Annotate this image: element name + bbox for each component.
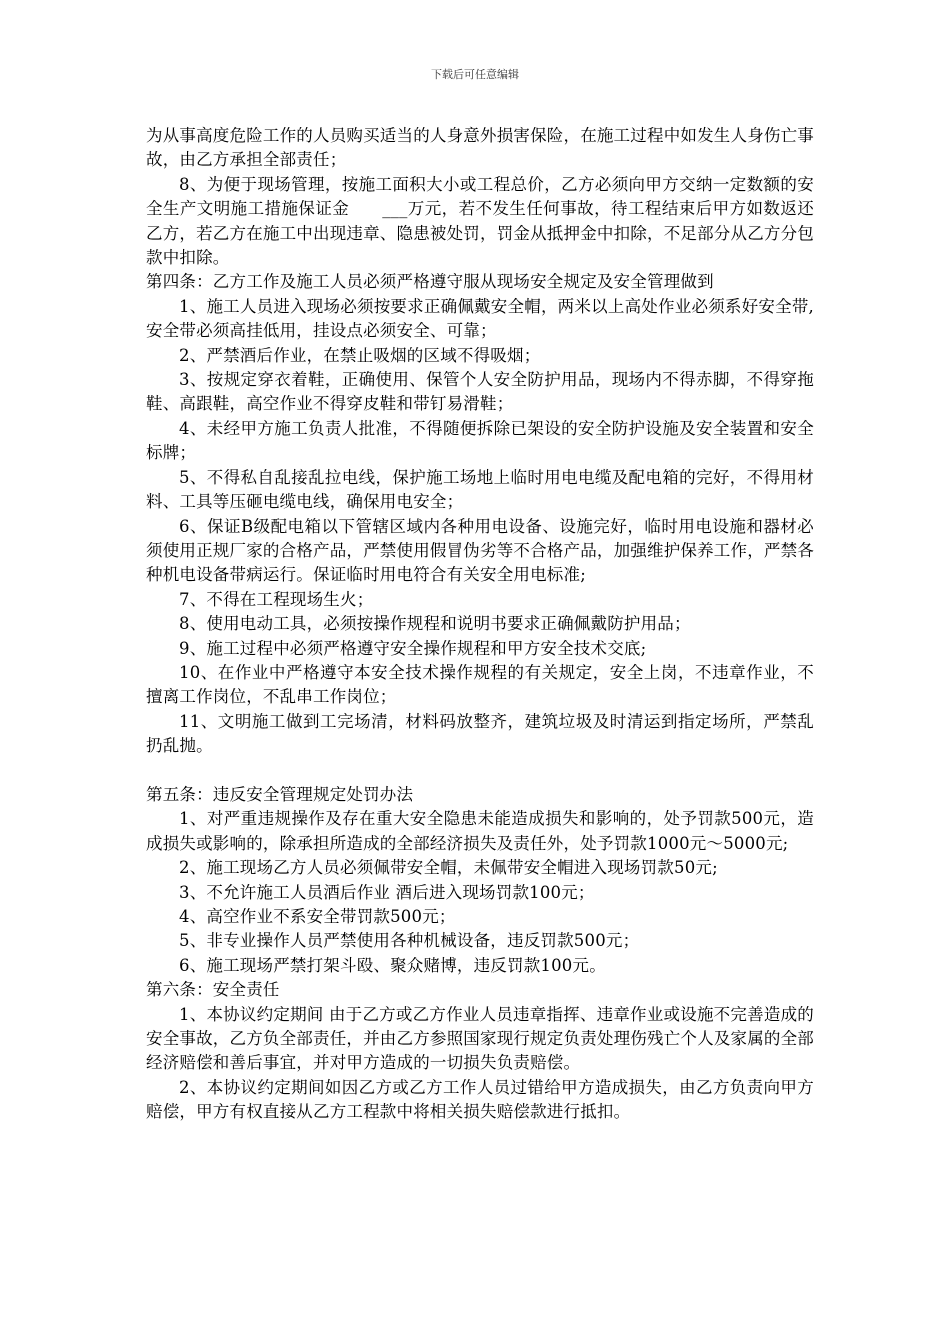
article-4-item-11: 11、文明施工做到工完场清，材料码放整齐，建筑垃圾及时清运到指定场所，严禁乱扔乱抛。: [146, 711, 814, 756]
deposit-amount-blank: ___: [382, 199, 408, 219]
article-4-item-2: 2、严禁酒后作业，在禁止吸烟的区域不得吸烟；: [179, 345, 541, 365]
article-5-item-3: 3、不允许施工人员酒后作业 酒后进入现场罚款100元；: [179, 882, 595, 902]
article-4-item-10: 10、在作业中严格遵守本安全技术操作规程的有关规定，安全上岗，不违章作业，不擅离工作岗位，不乱串工作岗位；: [146, 662, 814, 707]
article-5-item-2: 2、施工现场乙方人员必须佩带安全帽，未佩带安全帽进入现场罚款50元;: [179, 858, 718, 878]
article-4-heading: 第四条：乙方工作及施工人员必须严格遵守服从现场安全规定及安全管理做到: [146, 272, 714, 292]
article-6-item-1: 1、本协议约定期间 由于乙方或乙方作业人员违章指挥、违章作业或设施不完善造成的安全事故，乙方负全部责任，并由乙方参照国家现行规定负责处理伤残亡个人及家属的全部经济赔偿和善后事宜，并对甲方造成的一切损失负责赔偿。: [146, 1004, 814, 1073]
document-body: [146, 124, 814, 1125]
article-5-item-6: 6、施工现场严禁打架斗殴、聚众赌博，违反罚款100元。: [179, 955, 606, 975]
article-5-item-4: 4、高空作业不系安全带罚款500元；: [179, 906, 456, 926]
article-4-item-5: 5、不得私自乱接乱拉电线，保护施工场地上临时用电电缆及配电箱的完好，不得用材料、工具等压砸电缆电线，确保用电安全；: [146, 467, 814, 512]
deposit-text-before: 8、为便于现场管理，按施工面积大小或工程总价，乙方必须向甲方交纳一定数额的安全生产文明施工措施保证金: [146, 174, 814, 219]
article-4-item-1: 1、施工人员进入现场必须按要求正确佩戴安全帽，两米以上高处作业必须系好安全带,安全带必须高挂低用，挂设点必须安全、可靠；: [146, 296, 814, 341]
article-5-heading: 第五条：违反安全管理规定处罚办法: [146, 784, 414, 804]
header-note: 下载后可任意编辑: [431, 68, 519, 81]
article-4-item-9: 9、施工过程中必须严格遵守安全操作规程和甲方安全技术交底;: [179, 638, 647, 658]
article-6-heading: 第六条：安全责任: [146, 980, 280, 1000]
article-4-item-7: 7、不得在工程现场生火；: [179, 589, 374, 609]
article-4-item-3: 3、按规定穿衣着鞋，正确使用、保管个人安全防护用品，现场内不得赤脚，不得穿拖鞋、高跟鞋，高空作业不得穿皮鞋和带钉易滑鞋；: [146, 370, 814, 414]
article-5-item-5: 5、非专业操作人员严禁使用各种机械设备，违反罚款500元；: [179, 931, 640, 951]
paragraph-gap: [146, 759, 814, 783]
deposit-text-after: 万元，若不发生任何事故，待工程结束后甲方如数返还乙方，若乙方在施工中出现违章、隐患被处罚，罚金从抵押金中扣除，不足部分从乙方分包款中扣除。: [146, 199, 814, 268]
article-4-item-4: 4、未经甲方施工负责人批准，不得随便拆除已架设的安全防护设施及安全装置和安全标牌；: [146, 418, 814, 463]
paragraph-insurance-continuation: 为从事高度危险工作的人员购买适当的人身意外损害保险，在施工过程中如发生人身伤亡事故，由乙方承担全部责任；: [146, 126, 814, 170]
article-4-item-6: 6、保证B级配电箱以下管辖区域内各种用电设备、设施完好，临时用电设施和器材必须使用正规厂家的合格产品，严禁使用假冒伪劣等不合格产品，加强维护保养工作，严禁各种机电设备带病运行。保证临时用电符合有关安全用电标准;: [146, 516, 814, 585]
paragraph-deposit: [146, 173, 814, 271]
article-6-item-2: 2、本协议约定期间如因乙方或乙方工作人员过错给甲方造成损失，由乙方负责向甲方赔偿，甲方有权直接从乙方工程款中将相关损失赔偿款进行抵扣。: [146, 1077, 814, 1122]
article-5-item-1: 1、对严重违规操作及存在重大安全隐患未能造成损失和影响的，处予罚款500元，造成损失或影响的，除承担所造成的全部经济损失及责任外，处予罚款1000元～5000元;: [146, 809, 814, 853]
article-4-item-8: 8、使用电动工具，必须按操作规程和说明书要求正确佩戴防护用品；: [179, 614, 691, 634]
